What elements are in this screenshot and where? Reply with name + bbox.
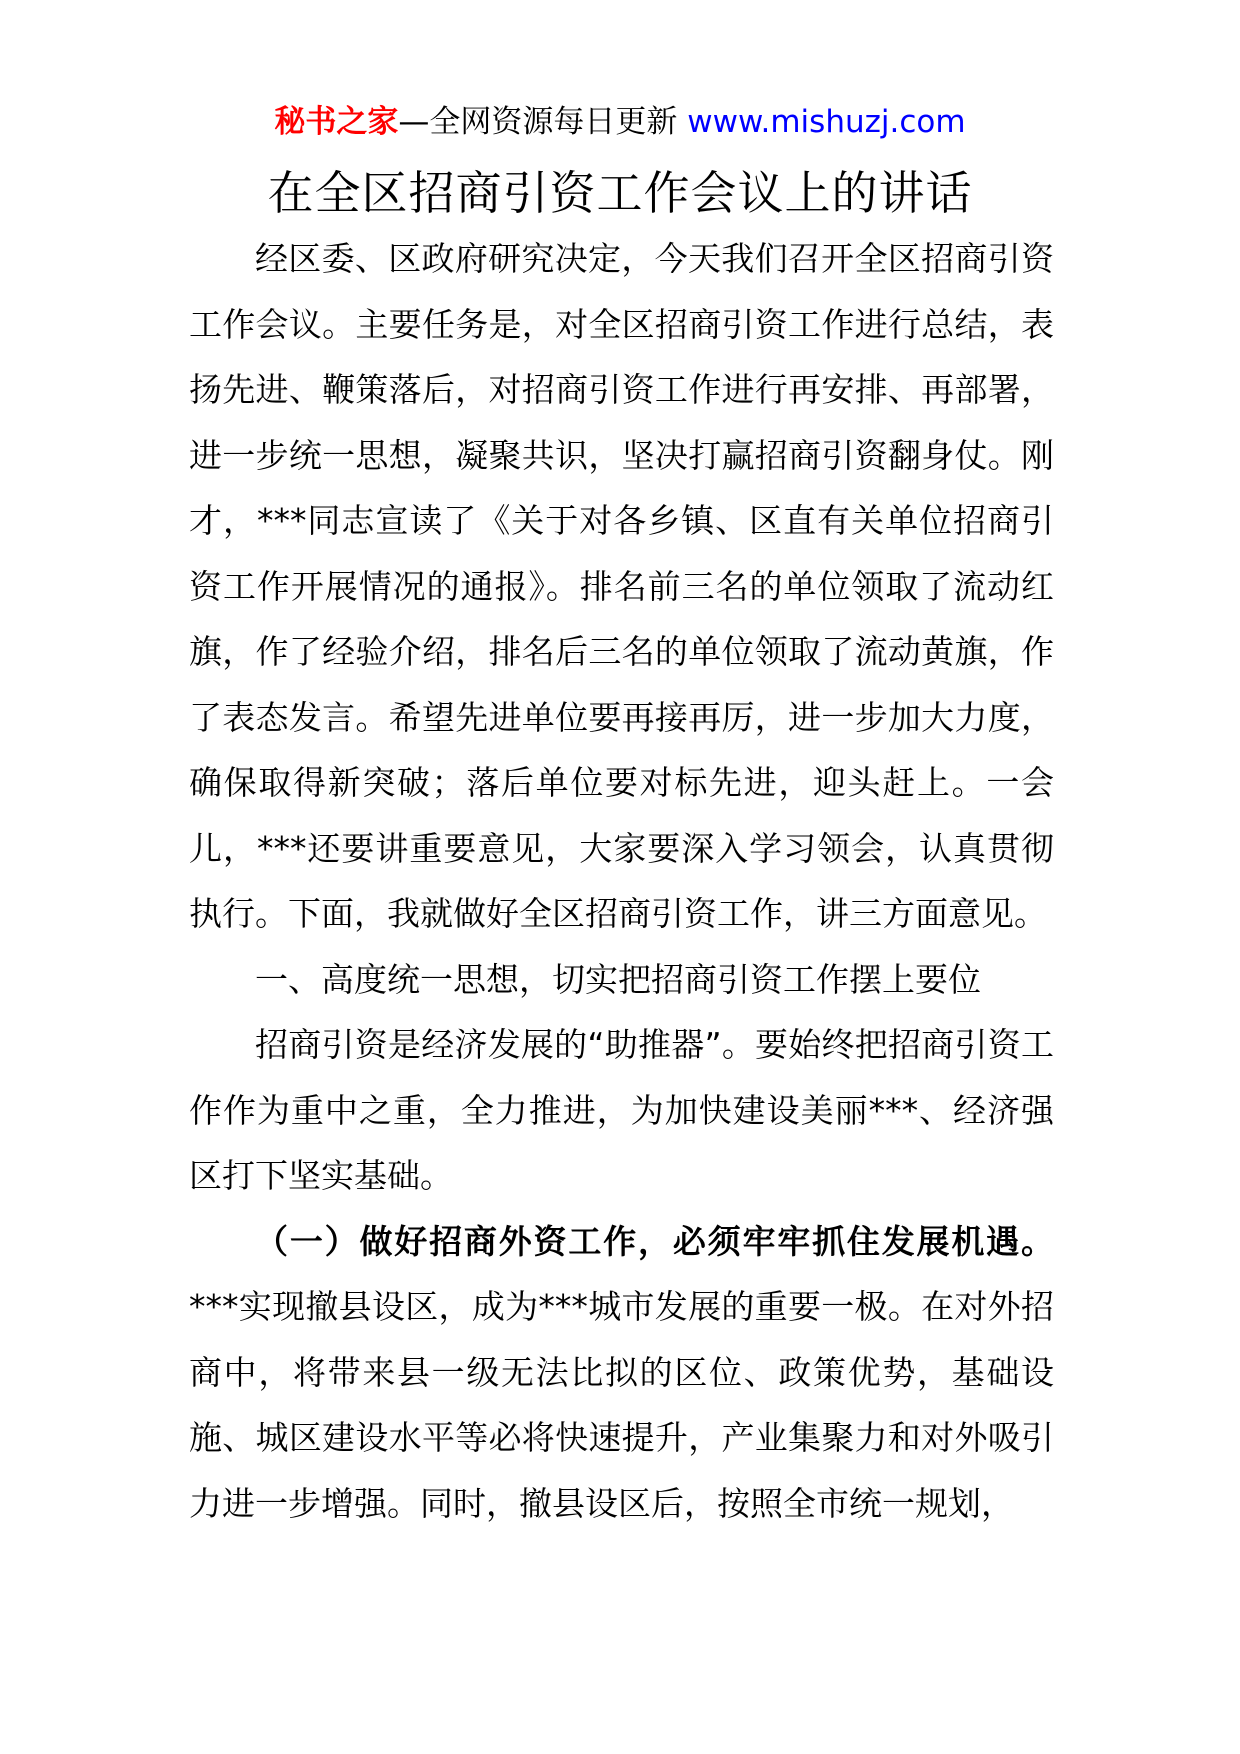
brand-name: 秘书之家 xyxy=(274,104,399,140)
document-title: 在全区招商引资工作会议上的讲话 xyxy=(267,166,973,220)
subsection-1-paragraph xyxy=(189,1209,1054,1537)
document-body xyxy=(189,226,1054,1536)
subsection-1-text: ***实现撤县设区，成为***城市发展的重要一极。在对外招商中，将带来县一级无法比拟的区位、政策优势，基础设施、城区建设水平等必将快速提升，产业集聚力和对外吸引力进一步增强。同时，撤县设区后，按照全市统一规划， xyxy=(189,1287,1054,1523)
header-tagline: —全网资源每日更新 xyxy=(398,104,688,140)
site-url-link[interactable]: www.mishuzj.com xyxy=(687,104,966,140)
subsection-1-heading: （一）做好招商外资工作，必须牢牢抓住发展机遇。 xyxy=(255,1221,1054,1261)
section-heading-1: 一、高度统一思想，切实把招商引资工作摆上要位 xyxy=(255,959,981,999)
section-1-paragraph: 招商引资是经济发展的“助推器”。要始终把招商引资工作作为重中之重，全力推进，为加快建设美丽***、经济强区打下坚实基础。 xyxy=(189,1025,1054,1195)
site-header xyxy=(0,100,1240,144)
opening-paragraph: 经区委、区政府研究决定，今天我们召开全区招商引资工作会议。主要任务是，对全区招商引资工作进行总结，表扬先进、鞭策落后，对招商引资工作进行再安排、再部署，进一步统一思想，凝聚共识，坚决打赢招商引资翻身仗。刚才，***同志宣读了《关于对各乡镇、区直有关单位招商引资工作开展情况的通报》。排名前三名的单位领取了流动红旗，作了经验介绍，排名后三名的单位领取了流动黄旗，作了表态发言。希望先进单位要再接再厉，进一步加大力度，确保取得新突破；落后单位要对标先进，迎头赶上。一会儿，***还要讲重要意见，大家要深入学习领会，认真贯彻执行。下面，我就做好全区招商引资工作，讲三方面意见。 xyxy=(189,239,1054,933)
